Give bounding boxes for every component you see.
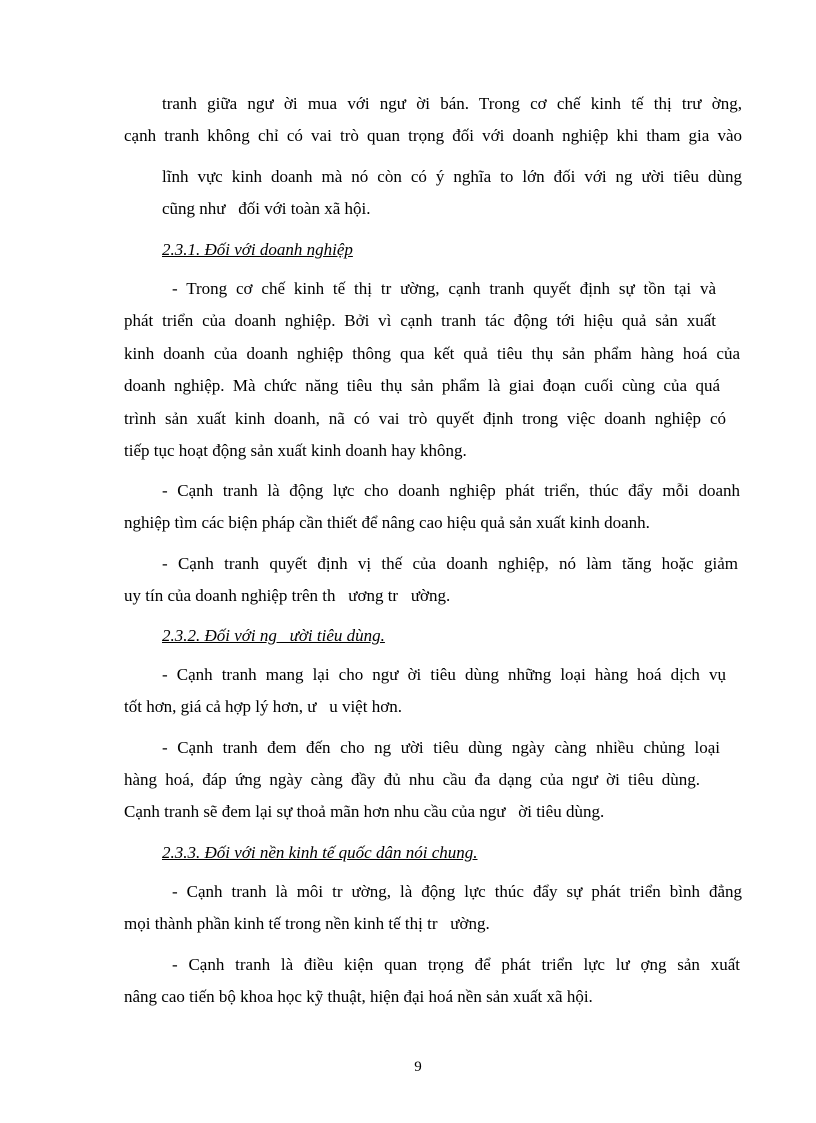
text-line: nghiệp tìm các biện pháp cần thiết để nâng cao hiệu quả sản xuất kinh doanh.: [124, 513, 650, 532]
text-line: - Cạnh tranh quyết định vị thế của doanh nghiệp, nó làm tăng hoặc giảm: [162, 554, 738, 573]
page-number: 9: [414, 1059, 422, 1075]
text-line: uy tín của doanh nghiệp trên th ương tr ường.: [124, 586, 451, 605]
section-heading: 2.3.2. Đối với ng ười tiêu dùng.: [162, 626, 385, 645]
text-line: - Cạnh tranh là động lực cho doanh nghiệp phát triển, thúc đẩy mỗi doanh: [162, 481, 740, 500]
text-line: - Trong cơ chế kinh tế thị tr ường, cạnh tranh quyết định sự tồn tại và: [172, 279, 716, 298]
text-line: tiếp tục hoạt động sản xuất kinh doanh hay không.: [124, 441, 467, 460]
text-line: tốt hơn, giá cả hợp lý hơn, ư u việt hơn.: [124, 697, 402, 716]
text-line: - Cạnh tranh mang lại cho ngư ời tiêu dùng những loại hàng hoá dịch vụ: [162, 665, 726, 684]
text-line: tranh giữa ngư ời mua với ngư ời bán. Trong cơ chế kinh tế thị trư ờng,: [162, 94, 742, 113]
section-heading: 2.3.1. Đối với doanh nghiệp: [162, 240, 353, 259]
text-line: nâng cao tiến bộ khoa học kỹ thuật, hiện đại hoá nền sản xuất xã hội.: [124, 987, 593, 1006]
text-line: doanh nghiệp. Mà chức năng tiêu thụ sản phẩm là giai đoạn cuối cùng của quá: [124, 376, 720, 395]
text-line: phát triển của doanh nghiệp. Bởi vì cạnh tranh tác động tới hiệu quả sản xuất: [124, 311, 716, 330]
text-line: - Cạnh tranh là môi tr ường, là động lực thúc đẩy sự phát triển bình đẳng: [172, 882, 742, 901]
text-line: lĩnh vực kinh doanh mà nó còn có ý nghĩa to lớn đối với ng ười tiêu dùng: [162, 167, 742, 186]
text-line: - Cạnh tranh đem đến cho ng ười tiêu dùng ngày càng nhiều chủng loại: [162, 738, 720, 757]
text-line: cũng như đối với toàn xã hội.: [162, 199, 371, 218]
section-heading: 2.3.3. Đối với nền kinh tế quốc dân nói chung.: [162, 843, 478, 862]
text-line: trình sản xuất kinh doanh, nã có vai trò quyết định trong việc doanh nghiệp có: [124, 409, 726, 428]
text-line: hàng hoá, đáp ứng ngày càng đầy đủ nhu cầu đa dạng của ngư ời tiêu dùng.: [124, 770, 700, 789]
text-line: cạnh tranh không chỉ có vai trò quan trọng đối với doanh nghiệp khi tham gia vào: [124, 126, 742, 145]
text-line: - Cạnh tranh là điều kiện quan trọng để phát triển lực lư ợng sản xuất: [172, 955, 740, 974]
text-line: mọi thành phần kinh tế trong nền kinh tế thị tr ường.: [124, 914, 490, 933]
text-line: kinh doanh của doanh nghiệp thông qua kết quả tiêu thụ sản phẩm hàng hoá của: [124, 344, 740, 363]
text-line: Cạnh tranh sẽ đem lại sự thoả mãn hơn nhu cầu của ngư ời tiêu dùng.: [124, 802, 605, 821]
